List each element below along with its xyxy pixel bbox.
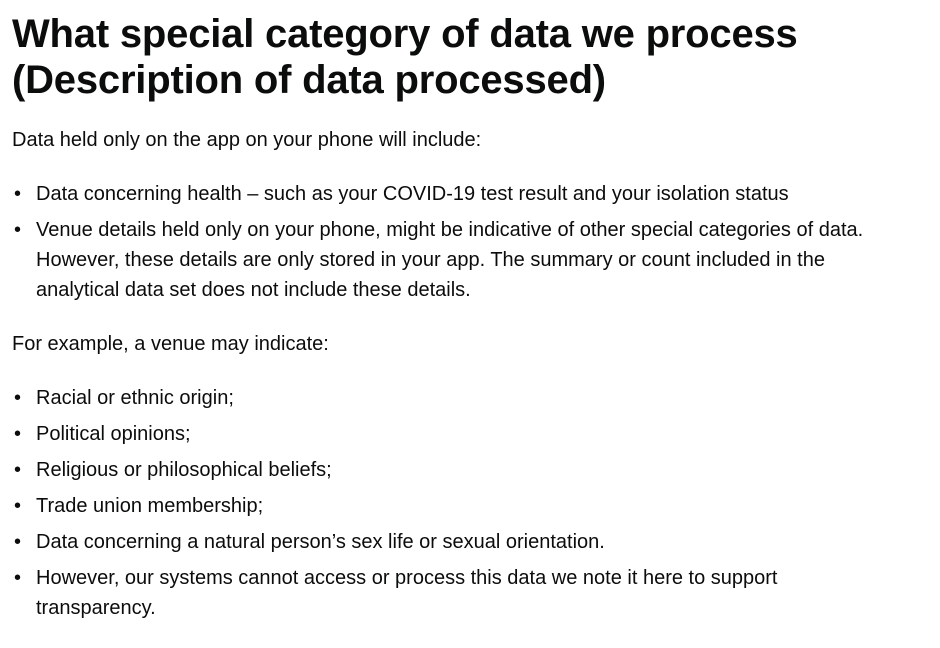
bullet-icon: •: [14, 495, 22, 517]
example-list: [12, 383, 928, 623]
bullet-icon: •: [14, 423, 22, 445]
bullet-icon: •: [14, 219, 22, 241]
list-item-text: Venue details held only on your phone, might be indicative of other special categories of data. However, these details are only stored in your app. The summary or count included in the analytical data set does not include these details.: [36, 219, 864, 301]
list-item: [12, 491, 866, 521]
main-content: [0, 11, 940, 623]
bullet-icon: •: [14, 531, 22, 553]
list-item: [12, 419, 866, 449]
list-item: [12, 179, 866, 209]
list-item-text: Trade union membership;: [36, 495, 264, 517]
bullet-icon: •: [14, 183, 22, 205]
bullet-icon: •: [14, 567, 22, 589]
list-item-text: Data concerning health – such as your COVID-19 test result and your isolation status: [36, 183, 789, 205]
list-item-text: Data concerning a natural person’s sex life or sexual orientation.: [36, 531, 605, 553]
list-item: [12, 455, 866, 485]
intro-paragraph: Data held only on the app on your phone will include:: [12, 129, 482, 151]
page-heading: What special category of data we process (Description of data processed): [12, 12, 798, 102]
list-item-text: Political opinions;: [36, 423, 191, 445]
list-item-text: Religious or philosophical beliefs;: [36, 459, 332, 481]
list-item: [12, 383, 866, 413]
list-item: [12, 563, 866, 623]
list-item: [12, 215, 866, 305]
bullet-icon: •: [14, 459, 22, 481]
bullet-icon: •: [14, 387, 22, 409]
example-paragraph: For example, a venue may indicate:: [12, 333, 329, 355]
list-item: [12, 527, 866, 557]
app-data-list: [12, 179, 928, 305]
list-item-text: However, our systems cannot access or process this data we note it here to support transparency.: [36, 567, 778, 619]
list-item-text: Racial or ethnic origin;: [36, 387, 234, 409]
